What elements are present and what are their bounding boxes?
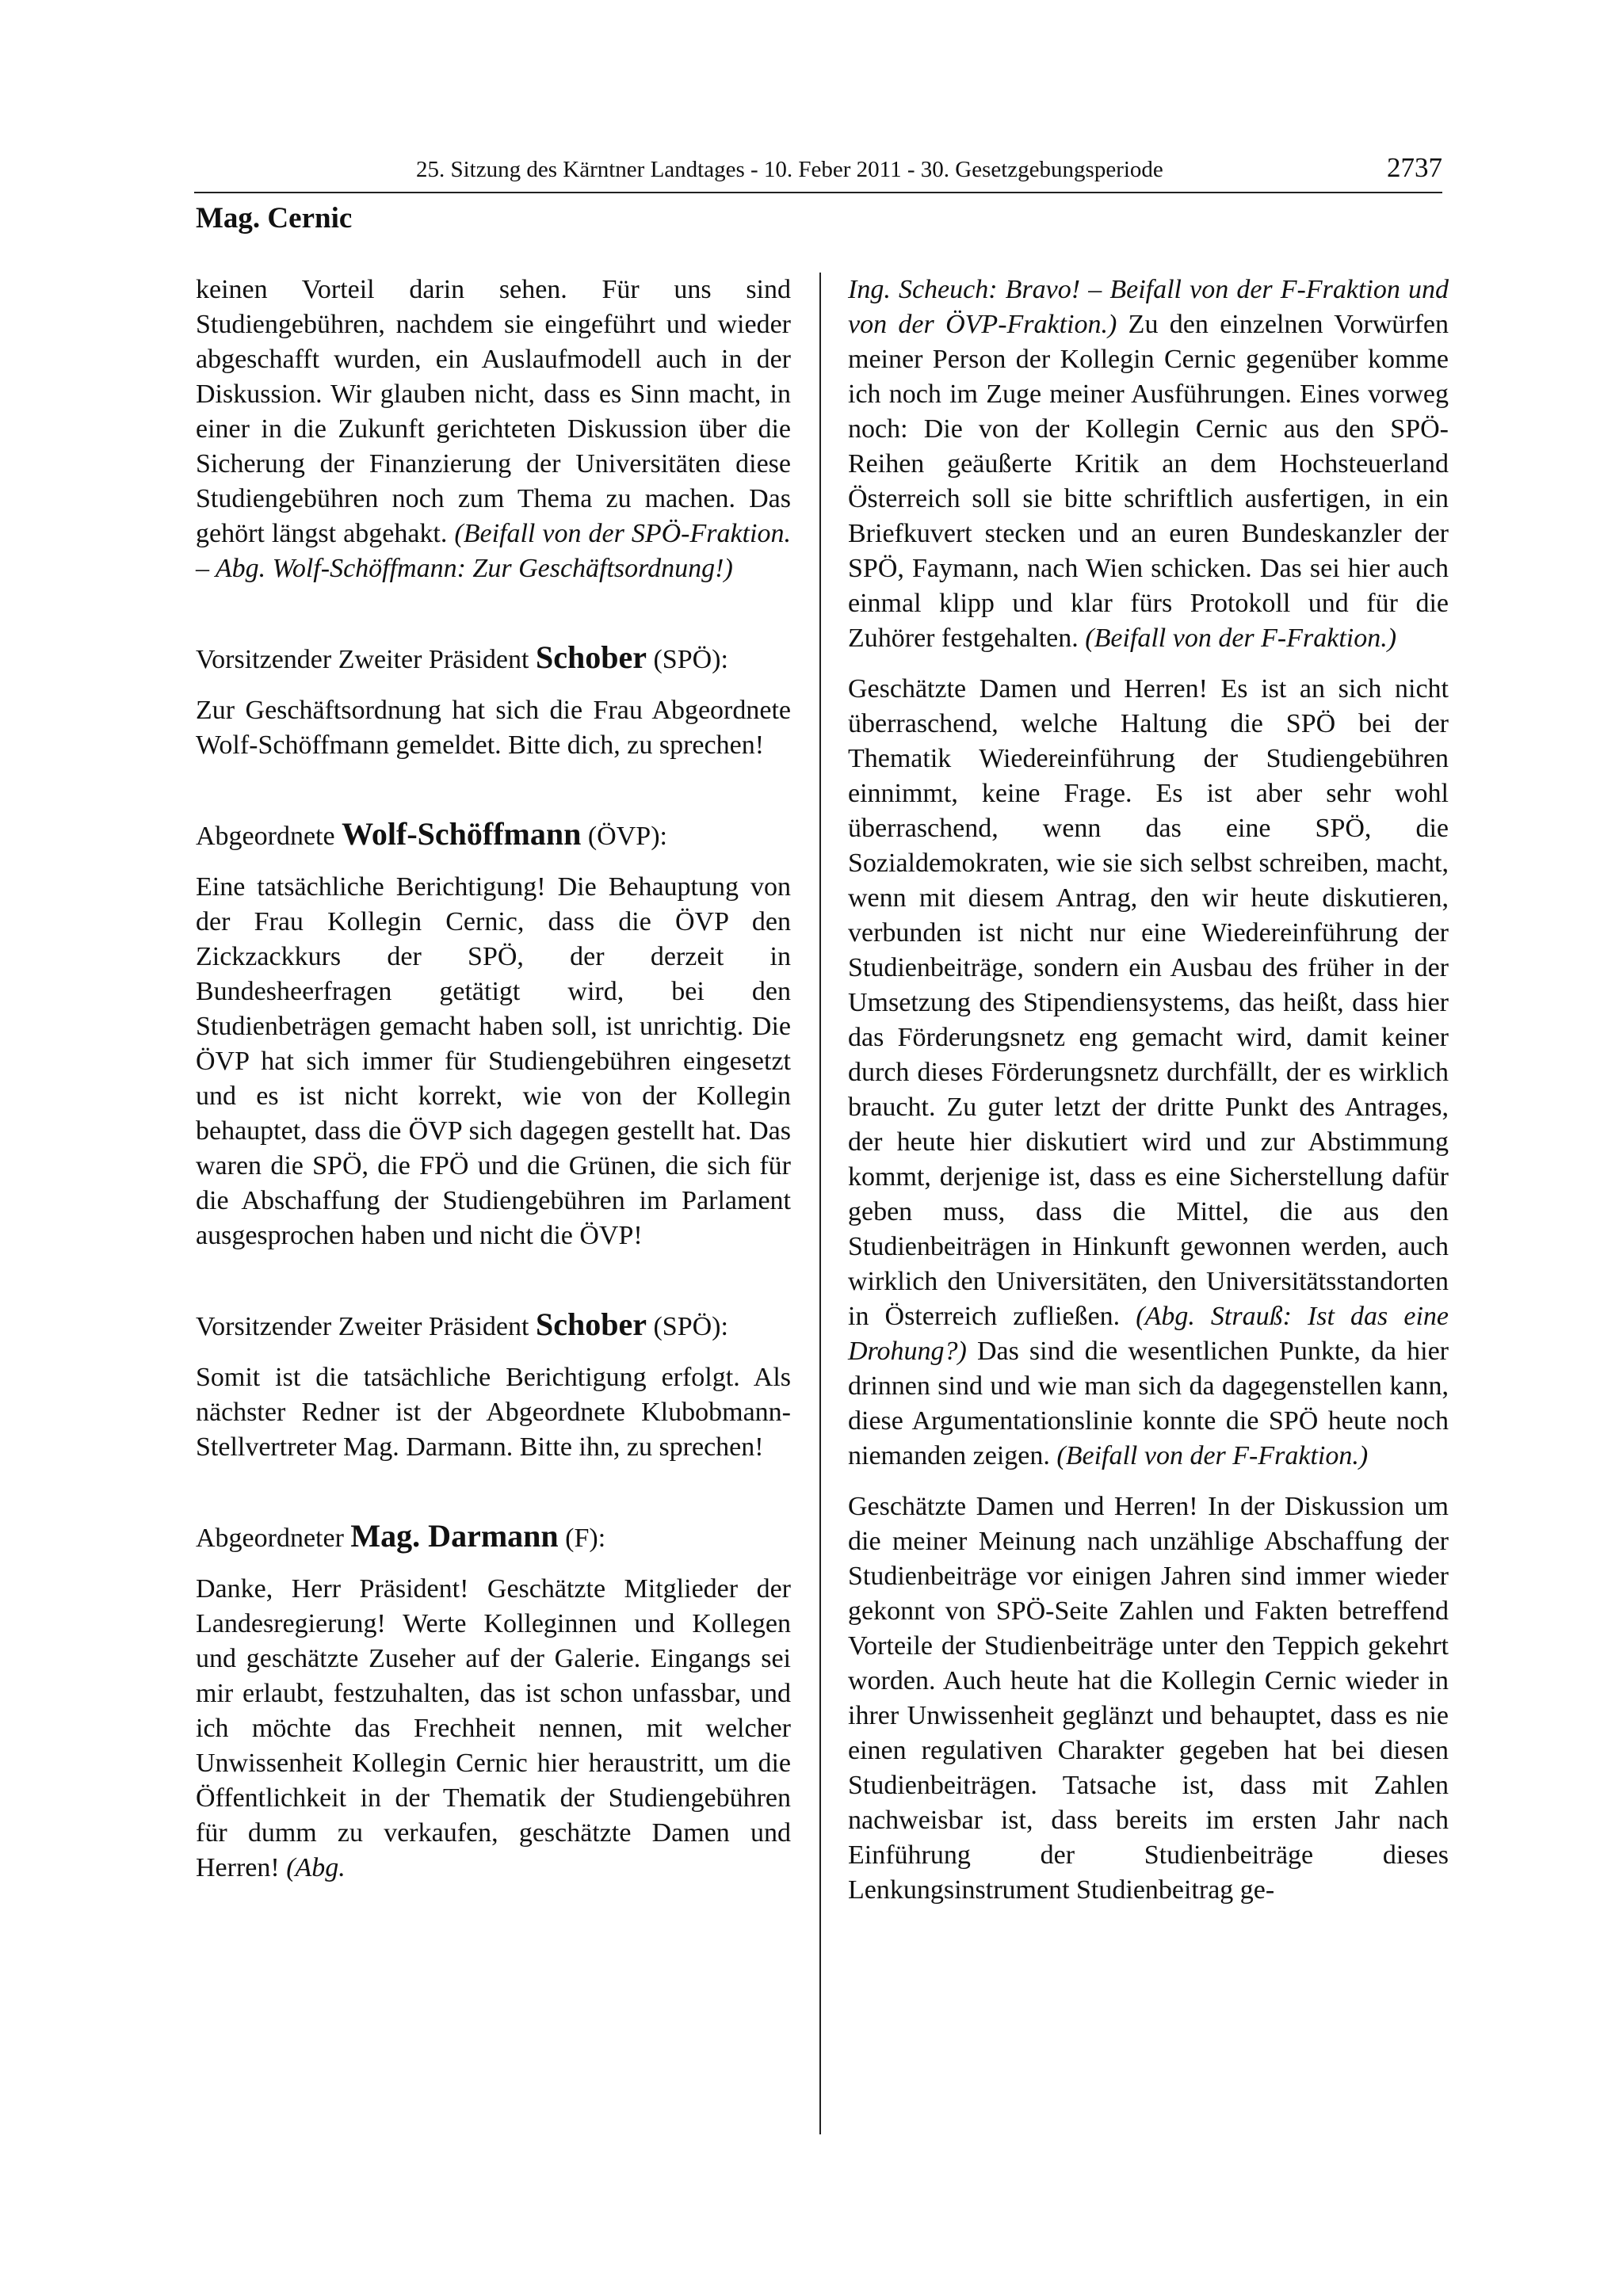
interjection: Ing. Scheuch: Bravo! – Beifall von der F-Fraktion und von der ÖVP-Fraktion.): [848, 275, 1449, 339]
speaker-name: Schober: [535, 639, 647, 675]
speaker-line: Abgeordnete Wolf-Schöffmann (ÖVP):: [196, 816, 667, 852]
speaker-name: Schober: [535, 1306, 647, 1342]
paragraph: Ing. Scheuch: Bravo! – Beifall von der F-Fraktion und von der ÖVP-Fraktion.) Zu den einzelnen Vorwürfen meiner Person der Kollegin Cernic gegenüber komme ich noch im Zuge meiner Ausführungen. Eines vorweg noch: Die von der Kollegin Cernic aus den SPÖ-Reihen geäußerte Kritik an dem Hochsteuerland Österreich soll sie bitte schriftlich ausfertigen, in ein Briefkuvert stecken und an euren Bundeskanzler der SPÖ, Faymann, nach Wien schicken. Das sei hier auch einmal klipp und klar fürs Protokoll und für die Zuhörer festgehalten. (Beifall von der F-Fraktion.): [848, 275, 1449, 653]
paragraph: Danke, Herr Präsident! Geschätzte Mitglieder der Landesregierung! Werte Kolleginnen und Kollegen und geschätzte Zuseher auf der Galerie. Eingangs sei mir erlaubt, festzuhalten, das ist schon unfassbar, und ich möchte das Frechheit nennen, mit welcher Unwissenheit Kollegin Cernic hier heraustritt, um die Öffentlichkeit in der Thematik der Studiengebühren für dumm zu verkaufen, geschätzte Damen und Herren! (Abg.: [196, 1574, 791, 1882]
paragraph: Zur Geschäftsordnung hat sich die Frau Abgeordnete Wolf-Schöffmann gemeldet. Bitte dich, zu sprechen!: [196, 696, 791, 760]
column-divider: [819, 273, 821, 2134]
paragraph: Geschätzte Damen und Herren! Es ist an sich nicht überraschend, welche Haltung die SPÖ bei der Thematik Wiedereinführung der Studiengebühren einnimmt, keine Frage. Es ist aber sehr wohl überraschend, wenn das eine SPÖ, die Sozialdemokraten, wie sie sich selbst schreiben, macht, wenn mit diesem Antrag, den wir heute diskutieren, verbunden ist nicht nur eine Wiedereinführung der Studienbeiträge, sondern ein Ausbau des früher in der Umsetzung des Stipendiensystems, das heißt, dass hier das Förderungsnetz eng gemacht wird, damit keiner durch dieses Förderungsnetz durchfällt, der es wirklich braucht. Zu guter letzt der dritte Punkt des Antrages, der heute hier diskutiert wird und zur Abstimmung kommt, derjenige ist, dass es eine Sicherstellung dafür geben muss, dass die Mittel, die aus den Studienbeiträgen in Hinkunft gewonnen werden, auch wirklich den Universitäten, den Universitätsstandorten in Österreich zufließen. (Abg. Strauß: Ist das eine Drohung?) Das sind die wesentlichen Punkte, da hier drinnen sind und wie man sich da dagegenstellen kann, diese Argumentationslinie konnte die SPÖ heute noch niemanden zeigen. (Beifall von der F-Fraktion.): [848, 674, 1449, 1470]
paragraph: Somit ist die tatsächliche Berichtigung erfolgt. Als nächster Redner ist der Abgeordnete Klubobmann-Stellvertreter Mag. Darmann. Bitte ihn, zu sprechen!: [196, 1363, 791, 1462]
speaker-name: Mag. Darmann: [350, 1518, 559, 1554]
running-speaker-name: Mag. Cernic: [196, 202, 353, 235]
paragraph: Geschätzte Damen und Herren! In der Diskussion um die meiner Meinung nach unzählige Abschaffung der Studienbeiträge vor einigen Jahren sind immer wieder gekonnt von SPÖ-Seite Zahlen und Fakten betreffend Vorteile der Studienbeiträge unter den Teppich gekehrt worden. Auch heute hat die Kollegin Cernic wieder in ihrer Unwissenheit geglänzt und behauptet, dass es nie einen regulativen Charakter gegeben hat bei diesen Studienbeiträgen. Tatsache ist, dass mit Zahlen nachweisbar ist, dass bereits im ersten Jahr nach Einführung der Studienbeiträge dieses Lenkungsinstrument Studienbeitrag ge-: [848, 1492, 1449, 1905]
speaker-line: Abgeordneter Mag. Darmann (F):: [196, 1518, 606, 1554]
left-column: [196, 273, 791, 1886]
interjection: (Beifall von der F-Fraktion.): [1085, 624, 1397, 653]
speaker-line: Vorsitzender Zweiter Präsident Schober (SPÖ):: [196, 1306, 728, 1342]
page-number: 2737: [1387, 152, 1442, 183]
interjection: (Beifall von der F-Fraktion.): [1056, 1441, 1369, 1470]
speaker-line: Vorsitzender Zweiter Präsident Schober (SPÖ):: [196, 639, 728, 675]
interjection: (Abg. Strauß: Ist das eine Drohung?): [848, 1302, 1449, 1366]
right-column: [848, 273, 1449, 1908]
interjection: (Abg.: [286, 1853, 346, 1882]
session-header: 25. Sitzung des Kärntner Landtages - 10. Feber 2011 - 30. Gesetzgebungsperiode: [416, 157, 1163, 182]
paragraph: Eine tatsächliche Berichtigung! Die Behauptung von der Frau Kollegin Cernic, dass die ÖVP den Zickzackkurs der SPÖ, der derzeit in Bundesheerfragen getätigt wird, bei den Studienbeträgen gemacht haben soll, ist unrichtig. Die ÖVP hat sich immer für Studiengebühren eingesetzt und es ist nicht korrekt, wie von der Kollegin behauptet, dass die ÖVP sich dagegen gestellt hat. Das waren die SPÖ, die FPÖ und die Grünen, die sich für die Abschaffung der Studiengebühren im Parlament ausgesprochen haben und nicht die ÖVP!: [196, 872, 791, 1250]
interjection: (Beifall von der SPÖ-Fraktion. – Abg. Wolf-Schöffmann: Zur Geschäftsordnung!): [196, 519, 791, 583]
speaker-name: Wolf-Schöffmann: [342, 816, 582, 852]
paragraph: keinen Vorteil darin sehen. Für uns sind Studiengebühren, nachdem sie eingeführt und wieder abgeschafft wurden, ein Auslaufmodell auch in der Diskussion. Wir glauben nicht, dass es Sinn macht, in einer in die Zukunft gerichteten Diskussion über die Sicherung der Finanzierung der Universitäten diese Studiengebühren noch zum Thema zu machen. Das gehört längst abgehakt. (Beifall von der SPÖ-Fraktion. – Abg. Wolf-Schöffmann: Zur Geschäftsordnung!): [196, 275, 791, 583]
